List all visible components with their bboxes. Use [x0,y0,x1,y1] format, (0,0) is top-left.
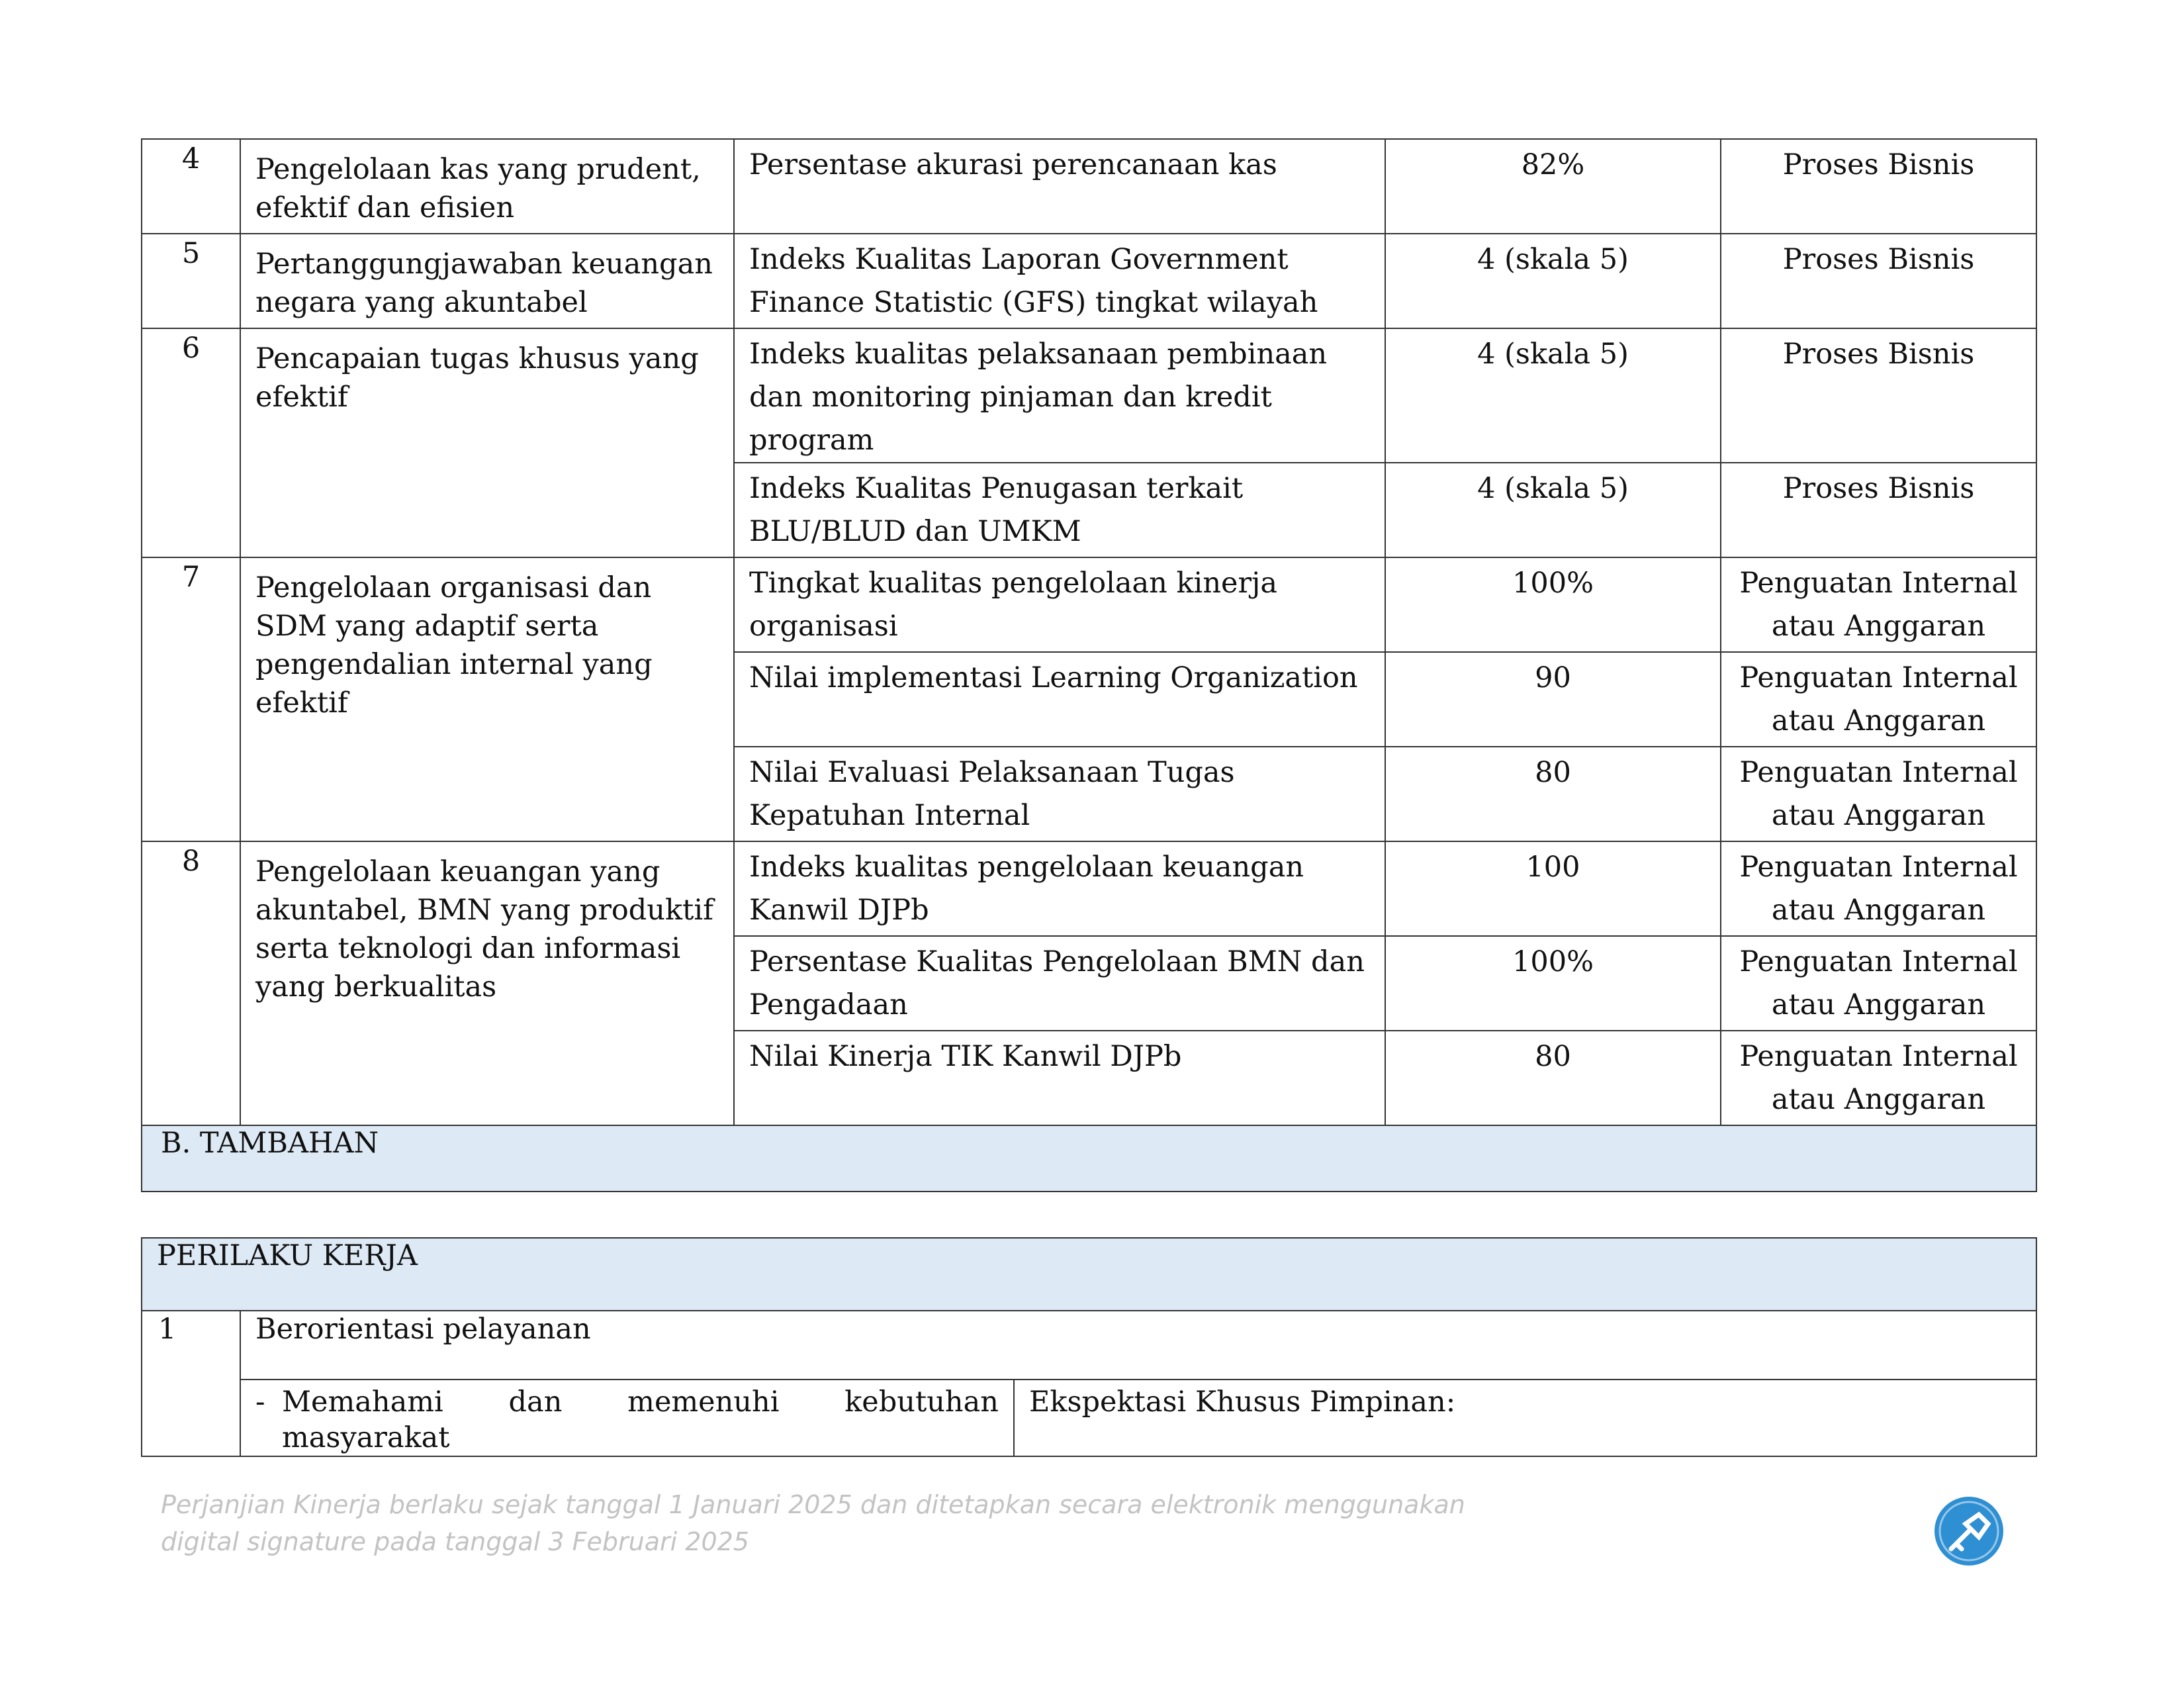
table-row [142,557,2036,652]
table-row [142,328,2036,463]
perspective: Penguatan Internal atau Anggaran [1721,747,2036,841]
digital-signature-seal-icon [1933,1495,2005,1568]
perspective: Penguatan Internal atau Anggaran [1721,1031,2036,1125]
performance-indicator: Indeks kualitas pengelolaan keuangan Kanwil DJPb [734,841,1385,936]
row-number: 8 [142,841,240,1125]
indicator-line-2: masyarakat [282,1421,450,1454]
target-value: 80 [1385,747,1721,841]
strategic-goal: Pertanggungjawaban keuangan negara yang akuntabel [240,234,734,328]
indicator-word: kebutuhan [844,1385,999,1419]
target-value: 4 (skala 5) [1385,328,1721,463]
performance-indicator: Tingkat kualitas pengelolaan kinerja organisasi [734,557,1385,652]
indicator-line-1 [282,1384,999,1420]
performance-indicator: Nilai Evaluasi Pelaksanaan Tugas Kepatuhan Internal [734,747,1385,841]
behavior-detail-row [142,1380,2036,1456]
perspective: Penguatan Internal atau Anggaran [1721,936,2036,1031]
table-row [142,841,2036,936]
perspective: Proses Bisnis [1721,328,2036,463]
row-number: 4 [142,139,240,234]
list-dash: - [255,1385,265,1419]
perspective: Penguatan Internal atau Anggaran [1721,841,2036,936]
target-value: 4 (skala 5) [1385,234,1721,328]
target-value: 100 [1385,841,1721,936]
footer-line-1: Perjanjian Kinerja berlaku sejak tanggal 1 Januari 2025 dan ditetapkan secara elektronik menggunakan [161,1490,1465,1519]
strategic-goal: Pengelolaan organisasi dan SDM yang adaptif serta pengendalian internal yang efektif [240,557,734,841]
target-value: 80 [1385,1031,1721,1125]
indicator-word: Memahami [282,1385,443,1419]
row-number: 5 [142,234,240,328]
behavior-title-row [142,1311,2036,1380]
performance-indicator: Persentase Kualitas Pengelolaan BMN dan Pengadaan [734,936,1385,1031]
performance-table [141,138,2037,1192]
performance-indicator: Indeks kualitas pelaksanaan pembinaan dan monitoring pinjaman dan kredit program [734,328,1385,463]
leader-expectation: Ekspektasi Khusus Pimpinan: [1014,1380,2036,1456]
table-row [142,234,2036,328]
row-number: 7 [142,557,240,841]
behavior-header-row [142,1238,2036,1311]
perspective: Penguatan Internal atau Anggaran [1721,652,2036,747]
strategic-goal: Pencapaian tugas khusus yang efektif [240,328,734,557]
perspective: Proses Bisnis [1721,234,2036,328]
perspective: Proses Bisnis [1721,139,2036,234]
target-value: 100% [1385,557,1721,652]
section-row [142,1125,2036,1192]
performance-indicator: Persentase akurasi perencanaan kas [734,139,1385,234]
performance-indicator: Nilai implementasi Learning Organization [734,652,1385,747]
performance-indicator: Indeks Kualitas Laporan Government Finance Statistic (GFS) tingkat wilayah [734,234,1385,328]
target-value: 82% [1385,139,1721,234]
target-value: 100% [1385,936,1721,1031]
performance-indicator: Nilai Kinerja TIK Kanwil DJPb [734,1031,1385,1125]
perspective: Penguatan Internal atau Anggaran [1721,557,2036,652]
perspective: Proses Bisnis [1721,463,2036,557]
behavior-title: Berorientasi pelayanan [240,1311,2036,1380]
indicator-word: memenuhi [627,1385,780,1419]
section-b-title: B. TAMBAHAN [142,1125,2036,1192]
table-row [142,139,2036,234]
strategic-goal: Pengelolaan kas yang prudent, efektif dan efisien [240,139,734,234]
row-number: 6 [142,328,240,557]
footer-note [161,1486,1484,1560]
strategic-goal: Pengelolaan keuangan yang akuntabel, BMN yang produktif serta teknologi dan informasi yang berkualitas [240,841,734,1125]
footer-line-2: digital signature pada tanggal 3 Februari 2025 [161,1527,749,1556]
performance-indicator: Indeks Kualitas Penugasan terkait BLU/BLUD dan UMKM [734,463,1385,557]
target-value: 90 [1385,652,1721,747]
behavior-number: 1 [142,1311,240,1456]
indicator-word: dan [508,1385,563,1419]
behavior-header: PERILAKU KERJA [142,1238,2036,1311]
behavior-indicator [240,1380,1014,1456]
target-value: 4 (skala 5) [1385,463,1721,557]
work-behavior-table [141,1237,2037,1457]
